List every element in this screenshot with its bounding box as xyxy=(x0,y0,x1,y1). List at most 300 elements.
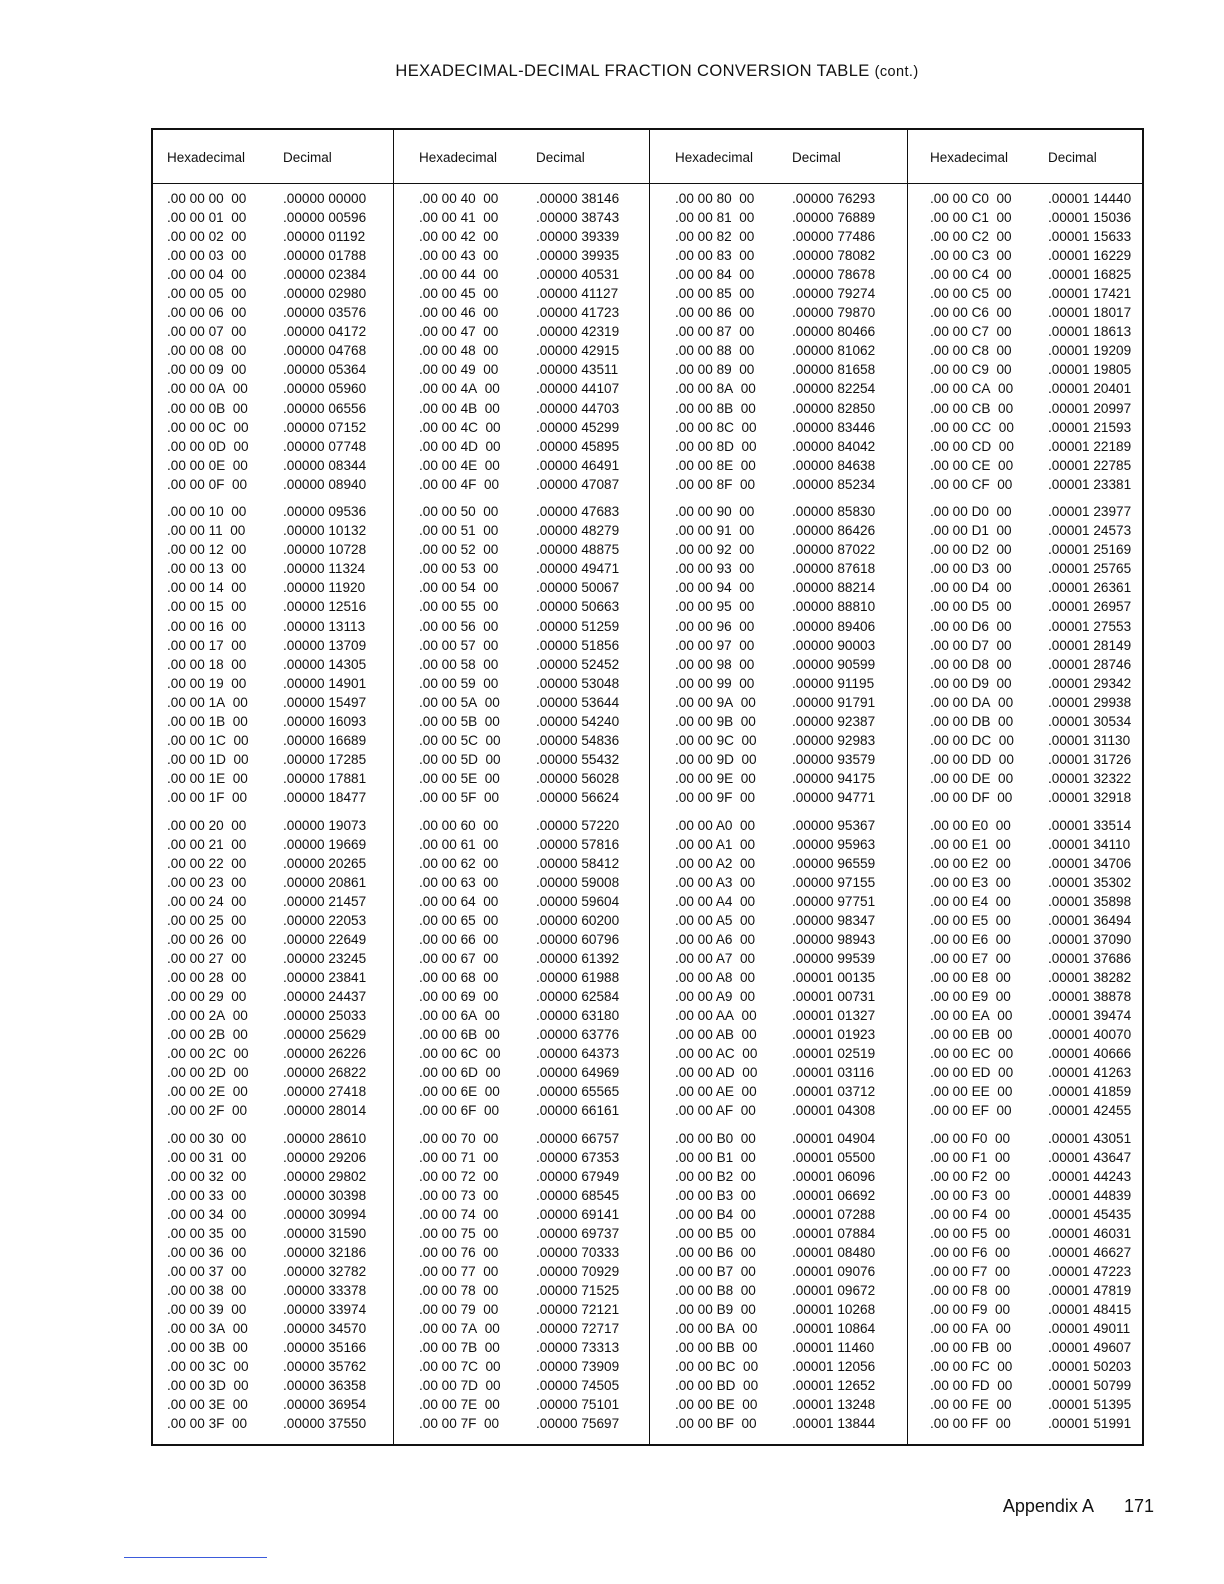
hex-value: .00 00 2C 00 xyxy=(167,1046,249,1062)
table-row xyxy=(650,475,908,494)
table-row xyxy=(650,1044,908,1063)
hex-value: .00 00 E1 00 xyxy=(930,836,1011,852)
hex-value: .00 00 E4 00 xyxy=(930,893,1011,909)
table-row xyxy=(394,189,650,208)
table-row xyxy=(908,987,1143,1006)
table-row xyxy=(394,968,650,987)
table-row xyxy=(153,892,393,911)
hex-header: Hexadecimal xyxy=(930,150,1009,165)
table-row xyxy=(908,189,1143,208)
table-row xyxy=(650,379,908,398)
hex-value: .00 00 15 00 xyxy=(167,599,247,615)
decimal-value: .00000 08940 xyxy=(283,476,367,492)
decimal-value: .00001 46627 xyxy=(1048,1245,1132,1261)
decimal-value: .00001 37686 xyxy=(1048,950,1132,966)
decimal-value: .00000 07748 xyxy=(283,438,367,454)
hex-value: .00 00 F8 00 xyxy=(930,1283,1011,1299)
decimal-value: .00000 05960 xyxy=(283,381,367,397)
decimal-value: .00000 31590 xyxy=(283,1225,367,1241)
table-row xyxy=(153,1186,393,1205)
decimal-value: .00000 59604 xyxy=(536,893,620,909)
hex-value: .00 00 A8 00 xyxy=(675,969,756,985)
hex-value: .00 00 76 00 xyxy=(419,1245,499,1261)
hex-value: .00 00 29 00 xyxy=(167,988,247,1004)
decimal-value: .00001 25169 xyxy=(1048,542,1132,558)
decimal-value: .00000 71525 xyxy=(536,1283,620,1299)
decimal-value: .00000 98347 xyxy=(792,912,876,928)
hex-value: .00 00 01 00 xyxy=(167,210,247,226)
table-row xyxy=(908,816,1143,835)
table-row xyxy=(908,1300,1143,1319)
hex-value: .00 00 0C 00 xyxy=(167,419,249,435)
table-row xyxy=(650,1186,908,1205)
table-row xyxy=(908,399,1143,418)
decimal-value: .00001 30534 xyxy=(1048,713,1132,729)
decimal-value: .00000 72717 xyxy=(536,1321,620,1337)
table-row xyxy=(650,693,908,712)
table-row xyxy=(908,1205,1143,1224)
decimal-value: .00000 33378 xyxy=(283,1283,367,1299)
table-row xyxy=(650,835,908,854)
decimal-value: .00001 04308 xyxy=(792,1103,876,1119)
hex-value: .00 00 74 00 xyxy=(419,1206,499,1222)
decimal-value: .00001 08480 xyxy=(792,1245,876,1261)
decimal-value: .00001 05500 xyxy=(792,1149,876,1165)
hex-value: .00 00 1B 00 xyxy=(167,713,248,729)
decimal-value: .00000 78678 xyxy=(792,267,876,283)
table-row xyxy=(153,502,393,521)
hex-value: .00 00 77 00 xyxy=(419,1264,499,1280)
hex-value: .00 00 55 00 xyxy=(419,599,499,615)
decimal-value: .00000 32186 xyxy=(283,1245,367,1261)
hex-value: .00 00 D0 00 xyxy=(930,504,1012,520)
hex-value: .00 00 EB 00 xyxy=(930,1027,1013,1043)
table-row xyxy=(394,693,650,712)
hex-value: .00 00 C0 00 xyxy=(930,191,1012,206)
hex-value: .00 00 DF 00 xyxy=(930,789,1013,805)
dec-header: Decimal xyxy=(1048,150,1097,165)
hex-value: .00 00 BA 00 xyxy=(675,1321,758,1337)
row-group xyxy=(153,502,393,807)
hex-value: .00 00 06 00 xyxy=(167,305,247,321)
hex-value: .00 00 B9 00 xyxy=(675,1302,756,1318)
table-row xyxy=(650,731,908,750)
decimal-value: .00000 84638 xyxy=(792,457,876,473)
decimal-value: .00000 60796 xyxy=(536,931,620,947)
decimal-value: .00000 63180 xyxy=(536,1007,620,1023)
hex-value: .00 00 BD 00 xyxy=(675,1378,759,1394)
hex-value: .00 00 4F 00 xyxy=(419,476,500,492)
hex-value: .00 00 34 00 xyxy=(167,1206,247,1222)
hex-value: .00 00 69 00 xyxy=(419,988,499,1004)
hex-value: .00 00 FC 00 xyxy=(930,1359,1013,1375)
hex-value: .00 00 68 00 xyxy=(419,969,499,985)
row-group xyxy=(650,189,908,494)
decimal-value: .00001 29938 xyxy=(1048,694,1132,710)
table-row xyxy=(650,322,908,341)
table-row xyxy=(908,617,1143,636)
table-row xyxy=(394,456,650,475)
decimal-value: .00000 55432 xyxy=(536,751,620,767)
hex-value: .00 00 62 00 xyxy=(419,855,499,871)
decimal-value: .00000 78082 xyxy=(792,248,876,264)
decimal-value: .00000 40531 xyxy=(536,267,620,283)
decimal-value: .00001 28746 xyxy=(1048,656,1132,672)
hex-value: .00 00 AE 00 xyxy=(675,1084,757,1100)
hex-value: .00 00 38 00 xyxy=(167,1283,247,1299)
hex-value: .00 00 BF 00 xyxy=(675,1416,757,1432)
decimal-value: .00000 74505 xyxy=(536,1378,620,1394)
table-row xyxy=(153,1167,393,1186)
table-row xyxy=(394,227,650,246)
decimal-value: .00000 84042 xyxy=(792,438,876,454)
decimal-value: .00001 32322 xyxy=(1048,770,1132,786)
hex-value: .00 00 7C 00 xyxy=(419,1359,501,1375)
table-row xyxy=(153,1101,393,1120)
hex-value: .00 00 51 00 xyxy=(419,523,499,539)
table-row xyxy=(650,1025,908,1044)
table-row xyxy=(153,1262,393,1281)
hex-value: .00 00 47 00 xyxy=(419,324,499,340)
table-row xyxy=(908,1025,1143,1044)
hex-value: .00 00 11 00 xyxy=(167,523,246,539)
table-row xyxy=(394,475,650,494)
table-row xyxy=(394,1357,650,1376)
table-row xyxy=(650,303,908,322)
table-row xyxy=(908,322,1143,341)
row-group xyxy=(650,816,908,1121)
table-row xyxy=(908,1338,1143,1357)
row-group xyxy=(650,1129,908,1434)
decimal-value: .00000 26226 xyxy=(283,1046,367,1062)
decimal-value: .00001 45435 xyxy=(1048,1206,1132,1222)
column-header xyxy=(650,130,908,184)
table-row xyxy=(908,854,1143,873)
table-row xyxy=(394,949,650,968)
decimal-value: .00001 28149 xyxy=(1048,637,1132,653)
hex-value: .00 00 CF 00 xyxy=(930,476,1013,492)
decimal-value: .00001 36494 xyxy=(1048,912,1132,928)
table-row xyxy=(908,303,1143,322)
hex-value: .00 00 22 00 xyxy=(167,855,247,871)
decimal-value: .00001 25765 xyxy=(1048,561,1132,577)
decimal-value: .00001 07288 xyxy=(792,1206,876,1222)
decimal-value: .00001 35898 xyxy=(1048,893,1132,909)
decimal-value: .00001 32918 xyxy=(1048,789,1132,805)
decimal-value: .00000 11324 xyxy=(283,561,366,577)
table-row xyxy=(153,987,393,1006)
table-row xyxy=(650,788,908,807)
decimal-value: .00001 22785 xyxy=(1048,457,1132,473)
decimal-value: .00001 51395 xyxy=(1048,1397,1132,1413)
hex-value: .00 00 DE 00 xyxy=(930,770,1014,786)
table-row xyxy=(650,674,908,693)
hex-value: .00 00 12 00 xyxy=(167,542,247,558)
hex-value: .00 00 2F 00 xyxy=(167,1103,248,1119)
table-row xyxy=(908,379,1143,398)
table-row xyxy=(153,1319,393,1338)
table-row xyxy=(650,750,908,769)
decimal-value: .00001 12056 xyxy=(792,1359,876,1375)
hex-value: .00 00 CE 00 xyxy=(930,457,1014,473)
hex-value: .00 00 07 00 xyxy=(167,324,247,340)
table-row xyxy=(650,227,908,246)
table-row xyxy=(153,265,393,284)
table-row xyxy=(394,816,650,835)
decimal-value: .00000 82850 xyxy=(792,400,876,416)
hex-value: .00 00 57 00 xyxy=(419,637,499,653)
table-row xyxy=(908,475,1143,494)
table-row xyxy=(650,1205,908,1224)
decimal-value: .00001 42455 xyxy=(1048,1103,1132,1119)
decimal-value: .00001 15036 xyxy=(1048,210,1132,226)
hex-value: .00 00 6E 00 xyxy=(419,1084,500,1100)
table-row xyxy=(394,873,650,892)
decimal-value: .00000 64969 xyxy=(536,1065,620,1081)
hex-value: .00 00 B7 00 xyxy=(675,1264,756,1280)
hex-value: .00 00 42 00 xyxy=(419,229,499,245)
hex-value: .00 00 5D 00 xyxy=(419,751,501,767)
hex-value: .00 00 3A 00 xyxy=(167,1321,248,1337)
row-group xyxy=(650,502,908,807)
decimal-value: .00000 92983 xyxy=(792,732,876,748)
hex-value: .00 00 25 00 xyxy=(167,912,247,928)
decimal-value: .00001 15633 xyxy=(1048,229,1132,245)
table-row xyxy=(650,930,908,949)
hex-value: .00 00 E0 00 xyxy=(930,817,1011,833)
table-row xyxy=(908,1262,1143,1281)
hex-value: .00 00 86 00 xyxy=(675,305,755,321)
decimal-value: .00000 93579 xyxy=(792,751,876,767)
decimal-value: .00000 10728 xyxy=(283,542,367,558)
hex-value: .00 00 44 00 xyxy=(419,267,499,283)
hex-value: .00 00 F2 00 xyxy=(930,1168,1011,1184)
hex-header: Hexadecimal xyxy=(675,150,754,165)
table-row xyxy=(908,1186,1143,1205)
decimal-value: .00000 73313 xyxy=(536,1340,620,1356)
column-body xyxy=(908,189,1143,1442)
decimal-value: .00000 44107 xyxy=(536,381,620,397)
table-row xyxy=(908,1414,1143,1433)
hex-value: .00 00 82 00 xyxy=(675,229,755,245)
table-row xyxy=(650,399,908,418)
table-row xyxy=(153,1148,393,1167)
hex-value: .00 00 0D 00 xyxy=(167,438,249,454)
dec-header: Decimal xyxy=(283,150,332,165)
hex-value: .00 00 85 00 xyxy=(675,286,755,302)
hex-header: Hexadecimal xyxy=(167,150,246,165)
decimal-value: .00000 05364 xyxy=(283,362,367,378)
hex-value: .00 00 6C 00 xyxy=(419,1046,501,1062)
table-row xyxy=(153,655,393,674)
hex-value: .00 00 3F 00 xyxy=(167,1416,248,1432)
table-row xyxy=(153,540,393,559)
decimal-value: .00000 36358 xyxy=(283,1378,367,1394)
hex-value: .00 00 23 00 xyxy=(167,874,247,890)
table-row xyxy=(153,456,393,475)
decimal-value: .00000 19669 xyxy=(283,836,367,852)
decimal-value: .00001 20997 xyxy=(1048,400,1132,416)
hex-value: .00 00 BB 00 xyxy=(675,1340,758,1356)
hex-value: .00 00 AC 00 xyxy=(675,1046,758,1062)
decimal-value: .00000 85234 xyxy=(792,476,876,492)
table-row xyxy=(908,636,1143,655)
hex-value: .00 00 7B 00 xyxy=(419,1340,500,1356)
hex-value: .00 00 6B 00 xyxy=(419,1027,500,1043)
decimal-value: .00000 60200 xyxy=(536,912,620,928)
decimal-value: .00000 45299 xyxy=(536,419,620,435)
conversion-table xyxy=(151,128,1144,1446)
decimal-value: .00000 42915 xyxy=(536,343,620,359)
table-row xyxy=(153,322,393,341)
decimal-value: .00000 79870 xyxy=(792,305,876,321)
hex-value: .00 00 2E 00 xyxy=(167,1084,248,1100)
table-row xyxy=(394,540,650,559)
hex-value: .00 00 0B 00 xyxy=(167,400,248,416)
hex-value: .00 00 C6 00 xyxy=(930,305,1012,321)
table-row xyxy=(908,949,1143,968)
decimal-value: .00001 09076 xyxy=(792,1264,876,1280)
table-row xyxy=(153,399,393,418)
table-row xyxy=(394,655,650,674)
hex-value: .00 00 81 00 xyxy=(675,210,755,226)
decimal-value: .00000 66757 xyxy=(536,1130,620,1146)
decimal-value: .00000 68545 xyxy=(536,1187,620,1203)
hex-value: .00 00 08 00 xyxy=(167,343,247,359)
hex-value: .00 00 F3 00 xyxy=(930,1187,1011,1203)
table-row xyxy=(650,1006,908,1025)
hex-value: .00 00 E2 00 xyxy=(930,855,1011,871)
hex-value: .00 00 26 00 xyxy=(167,931,247,947)
table-row xyxy=(394,303,650,322)
table-row xyxy=(650,1395,908,1414)
decimal-value: .00001 06692 xyxy=(792,1187,876,1203)
hex-value: .00 00 A2 00 xyxy=(675,855,756,871)
table-row xyxy=(153,1205,393,1224)
decimal-value: .00001 26957 xyxy=(1048,599,1132,615)
decimal-value: .00000 81658 xyxy=(792,362,876,378)
table-row xyxy=(650,456,908,475)
decimal-value: .00000 59008 xyxy=(536,874,620,890)
decimal-value: .00001 39474 xyxy=(1048,1007,1132,1023)
decimal-value: .00001 44243 xyxy=(1048,1168,1132,1184)
decimal-value: .00000 20265 xyxy=(283,855,367,871)
table-row xyxy=(153,1044,393,1063)
table-row xyxy=(394,578,650,597)
decimal-value: .00001 33514 xyxy=(1048,817,1132,833)
decimal-value: .00001 16229 xyxy=(1048,248,1132,264)
decimal-value: .00000 91791 xyxy=(792,694,876,710)
table-row xyxy=(908,835,1143,854)
decimal-value: .00001 43647 xyxy=(1048,1149,1132,1165)
table-row xyxy=(394,360,650,379)
decimal-value: .00000 52452 xyxy=(536,656,620,672)
table-row xyxy=(908,1044,1143,1063)
hex-value: .00 00 67 00 xyxy=(419,950,499,966)
decimal-value: .00000 17881 xyxy=(283,770,367,786)
table-row xyxy=(650,854,908,873)
table-row xyxy=(394,854,650,873)
hex-value: .00 00 E6 00 xyxy=(930,931,1011,947)
table-row xyxy=(394,208,650,227)
decimal-value: .00000 09536 xyxy=(283,504,367,520)
hex-value: .00 00 50 00 xyxy=(419,504,499,520)
table-row xyxy=(908,930,1143,949)
table-row xyxy=(153,1063,393,1082)
hex-value: .00 00 A5 00 xyxy=(675,912,756,928)
decimal-value: .00000 92387 xyxy=(792,713,876,729)
decimal-value: .00001 50799 xyxy=(1048,1378,1132,1394)
table-row xyxy=(908,341,1143,360)
table-row xyxy=(394,788,650,807)
hex-value: .00 00 66 00 xyxy=(419,931,499,947)
hex-value: .00 00 8D 00 xyxy=(675,438,757,454)
decimal-value: .00000 67949 xyxy=(536,1168,620,1184)
hex-value: .00 00 90 00 xyxy=(675,504,755,520)
page-number: 171 xyxy=(1123,1496,1154,1516)
table-row xyxy=(908,655,1143,674)
decimal-value: .00001 38878 xyxy=(1048,988,1132,1004)
hex-value: .00 00 FB 00 xyxy=(930,1340,1012,1356)
decimal-value: .00000 41723 xyxy=(536,305,620,321)
decimal-value: .00000 28610 xyxy=(283,1130,367,1146)
hex-value: .00 00 17 00 xyxy=(167,637,247,653)
table-row xyxy=(650,655,908,674)
decimal-value: .00000 25629 xyxy=(283,1027,367,1043)
hex-value: .00 00 71 00 xyxy=(419,1149,499,1165)
table-row xyxy=(650,1167,908,1186)
hex-value: .00 00 5A 00 xyxy=(419,694,500,710)
decimal-value: .00001 16825 xyxy=(1048,267,1132,283)
table-row xyxy=(650,968,908,987)
decimal-value: .00000 10132 xyxy=(283,523,367,539)
row-group xyxy=(908,502,1143,807)
decimal-value: .00000 58412 xyxy=(536,855,620,871)
table-row xyxy=(650,1063,908,1082)
decimal-value: .00001 09672 xyxy=(792,1283,876,1299)
table-row xyxy=(908,693,1143,712)
table-row xyxy=(394,1395,650,1414)
decimal-value: .00000 79274 xyxy=(792,286,876,302)
table-row xyxy=(908,437,1143,456)
table-row xyxy=(394,399,650,418)
table-row xyxy=(908,540,1143,559)
table-row xyxy=(394,617,650,636)
table-row xyxy=(650,1338,908,1357)
hex-value: .00 00 DB 00 xyxy=(930,713,1014,729)
decimal-value: .00000 23841 xyxy=(283,969,367,985)
hex-value: .00 00 D2 00 xyxy=(930,542,1012,558)
hex-value: .00 00 63 00 xyxy=(419,874,499,890)
decimal-value: .00000 39935 xyxy=(536,248,620,264)
decimal-value: .00000 69141 xyxy=(536,1206,620,1222)
hex-value: .00 00 92 00 xyxy=(675,542,755,558)
hex-value: .00 00 9E 00 xyxy=(675,770,756,786)
decimal-value: .00000 75101 xyxy=(536,1397,620,1413)
table-row xyxy=(650,617,908,636)
decimal-value: .00000 87618 xyxy=(792,561,876,577)
decimal-value: .00000 06556 xyxy=(283,400,367,416)
page-title xyxy=(0,62,1224,81)
table-row xyxy=(394,521,650,540)
decimal-value: .00001 31726 xyxy=(1048,751,1132,767)
table-row xyxy=(394,1167,650,1186)
hex-value: .00 00 ED 00 xyxy=(930,1065,1014,1081)
decimal-value: .00001 01327 xyxy=(792,1007,876,1023)
table-row xyxy=(153,227,393,246)
hex-value: .00 00 72 00 xyxy=(419,1168,499,1184)
hex-value: .00 00 C2 00 xyxy=(930,229,1012,245)
